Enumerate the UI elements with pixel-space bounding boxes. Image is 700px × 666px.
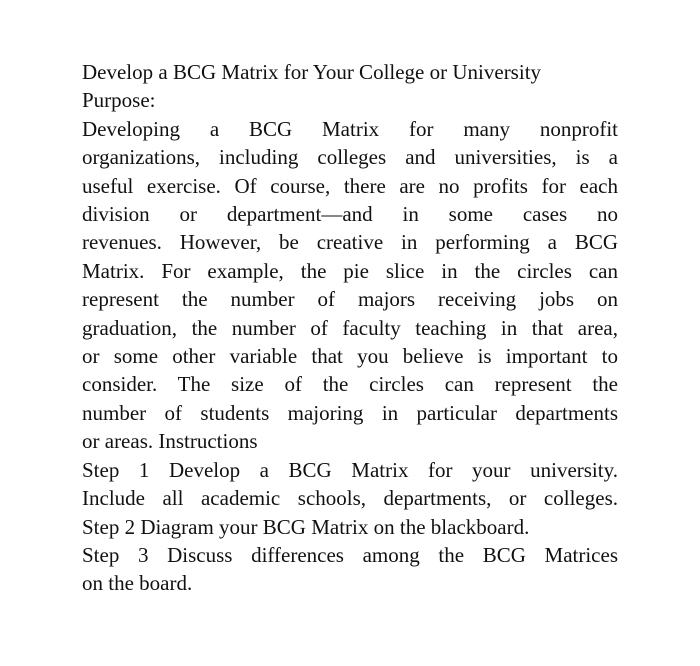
- step-2-line: Step 2 Diagram your BCG Matrix on the blackboard.: [82, 514, 530, 539]
- body-line: useful exercise. Of course, there are no profits for each: [82, 173, 618, 198]
- body-line: or some other variable that you believe is important to: [82, 344, 618, 369]
- step-1-line: Step 1 Develop a BCG Matrix for your university.: [82, 457, 618, 482]
- document-title: Develop a BCG Matrix for Your College or University: [82, 60, 542, 84]
- body-line: organizations, including colleges and universities, is a: [82, 145, 618, 170]
- body-line-instructions: or areas. Instructions: [82, 429, 258, 454]
- body-line: graduation, the number of faculty teaching in that area,: [82, 315, 618, 340]
- body-line: revenues. However, be creative in performing a BCG: [82, 230, 618, 255]
- purpose-heading: Purpose:: [82, 88, 156, 113]
- document-body: [82, 58, 618, 598]
- body-line: number of students majoring in particular departments: [82, 400, 618, 425]
- body-line: consider. The size of the circles can represent the: [82, 372, 618, 397]
- body-line: Developing a BCG Matrix for many nonprofit: [82, 116, 618, 141]
- body-line: division or department—and in some cases no: [82, 202, 618, 227]
- step-3-continuation: on the board.: [82, 571, 193, 596]
- body-line: represent the number of majors receiving jobs on: [82, 287, 618, 312]
- step-1-continuation: Include all academic schools, departments, or colleges.: [82, 486, 618, 511]
- body-line: Matrix. For example, the pie slice in the circles can: [82, 258, 618, 283]
- step-3-line: Step 3 Discuss differences among the BCG Matrices: [82, 542, 618, 567]
